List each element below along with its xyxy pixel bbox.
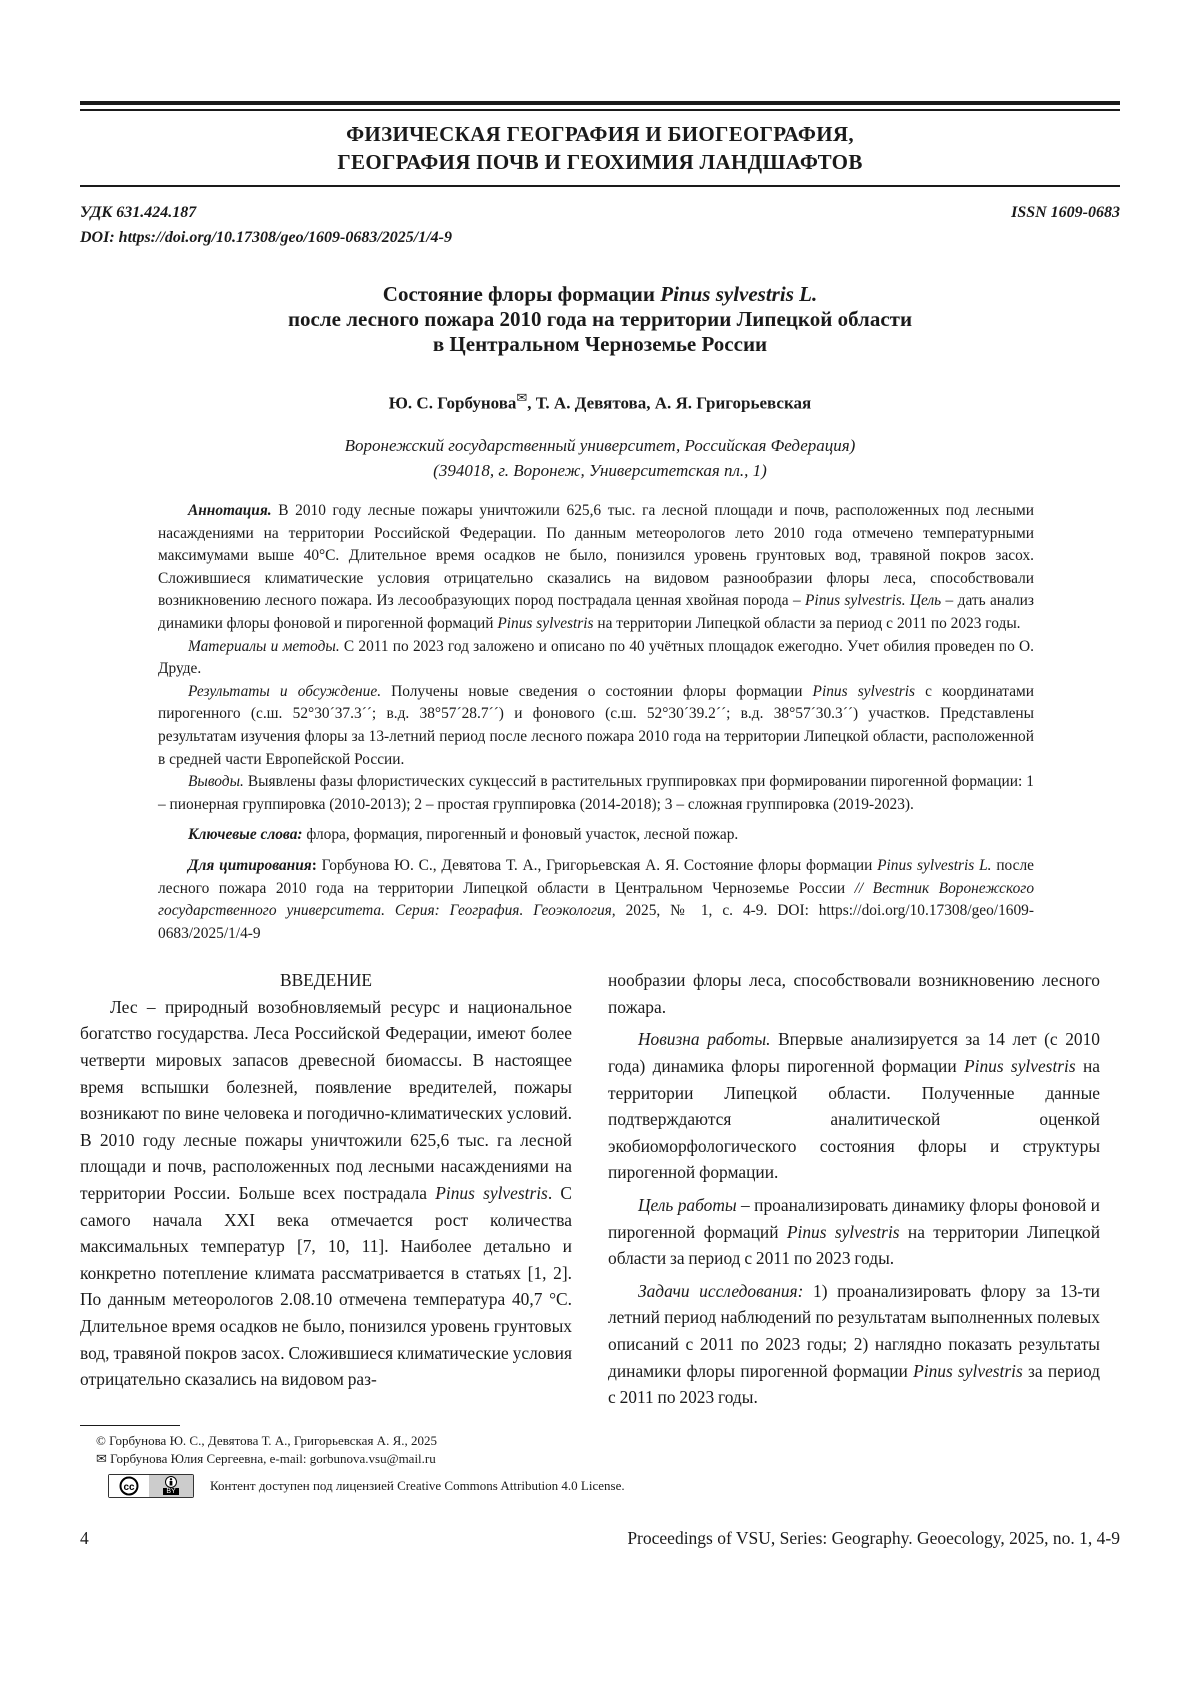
text-run: нообразии флоры леса, способствовали возникновению лесного пожара.: [608, 970, 1100, 1017]
envelope-icon: ✉: [516, 390, 527, 405]
keywords: [158, 824, 1034, 847]
section-title: [80, 120, 1120, 176]
footnotes: [80, 1425, 1120, 1498]
text-run: Pinus sylvestris: [435, 1183, 548, 1203]
journal-footer: Proceedings of VSU, Series: Geography. Geoecology, 2025, no. 1, 4-9: [627, 1528, 1120, 1549]
text-run: Pinus sylvestris: [813, 683, 915, 700]
license-row: [108, 1474, 1120, 1498]
text-run: С 2011 по 2023 год заложено и описано по 40 учётных площадок ежегодно. Учет обилия проведен по О. Друде.: [158, 638, 1034, 678]
text-run: Новизна работы.: [638, 1029, 770, 1049]
text-run: Pinus sylvestris: [497, 615, 593, 632]
content-flow: [0, 500, 1200, 1589]
text-run: Pinus sylvestris L.: [877, 857, 991, 874]
text-run: 1) проанализировать флору за 13-ти летний период наблюдений по результатам выполненных полевых описаний с 2011 по 2023 годы; 2) наглядно показать результаты динамики флоры пирогенной формации: [608, 1281, 1100, 1381]
text-run: Выявлены фазы флористических сукцессий в растительных группировках при формировании пирогенной формации: 1 – пионерная группировка (2010-2013); 2 – простая группировка (2014-2018); 3 – сложная группировка (2019-2023).: [158, 773, 1034, 813]
authors-rest: , Т. А. Девятова, А. Я. Григорьевская: [527, 394, 811, 413]
text-run: В 2010 году лесные пожары уничтожили 625,6 тыс. га лесной площади и почв, расположенных под лесными насаждениями на территории Российской Федерации. По данным метеорологов лето 2010 года отмечено температурными максимумами выше 40°С. Длительное время осадков не было, понизился уровень грунтовых вод, травяной покров засох. Сложившиеся климатические условия отрицательно сказались на видовом разнообразии флоры леса, способствовали возникновению лесного пожара. Из лесообразующих пород пострадала ценная хвойная порода –: [158, 502, 1034, 609]
text-run: Цель работы: [638, 1195, 737, 1215]
body-columns: [80, 967, 1100, 1411]
column-right: [608, 967, 1100, 1411]
text-run: // Вестник Воронежского государственного университета. Серия: География. Геоэкология,: [158, 880, 1034, 920]
license-text: Контент доступен под лицензией Creative Commons Attribution 4.0 License.: [210, 1478, 625, 1494]
top-rule-thin: [80, 109, 1120, 111]
text-run: после лесного пожара 2010 года на территории Липецкой области в Центральном Черноземье России: [158, 857, 1034, 897]
envelope-icon: ✉: [96, 1451, 110, 1466]
page-footer: [80, 1528, 1120, 1549]
text-run: Pinus sylvestris. Цель: [805, 592, 941, 609]
paragraph: [80, 994, 572, 1393]
abstract-conclusions: [158, 771, 1034, 816]
text-run: Материалы и методы.: [188, 638, 340, 655]
text-run: Горбунова Ю. С., Девятова Т. А., Григорьевская А. Я. Состояние флоры формации: [317, 857, 877, 874]
abstract-methods: [158, 636, 1034, 681]
by-label: BY: [163, 1488, 178, 1495]
abstract: [158, 500, 1034, 945]
cc-icon: [109, 1475, 149, 1497]
title-line2: после лесного пожара 2010 года на территории Липецкой области: [150, 307, 1050, 332]
doi: DOI: https://doi.org/10.17308/geo/1609-0683/2025/1/4-9: [80, 229, 452, 247]
text-run: Аннотация.: [188, 502, 272, 519]
text-run: Ключевые слова:: [188, 826, 303, 843]
text-run: на территории Липецкой области. Полученные данные подтверждаются аналитической оценкой экобиоморфологического состояния флоры и структуры пирогенной формации.: [608, 1056, 1100, 1182]
article-title: [150, 282, 1050, 357]
text-run: . С самого начала XXI века отмечается рост количества максимальных температур [7, 10, 11]. Наиболее детально и конкретно потепление климата рассматривается в статьях [1, 2]. По данным метеорологов 2.08.10 отмечена температура 40,7 °С. Длительное время осадков не было, понизился уровень грунтовых вод, травяной покров засох. Сложившиеся климатические условия отрицательно сказались на видовом раз-: [80, 1183, 572, 1389]
text-run: Pinus sylvestris: [913, 1361, 1023, 1381]
page-number: 4: [80, 1528, 89, 1549]
citation: [158, 855, 1034, 945]
text-run: Pinus sylvestris: [787, 1222, 900, 1242]
title-part: Состояние флоры формации: [383, 282, 660, 306]
text-run: флора, формация, пирогенный и фоновый участок, лесной пожар.: [303, 826, 739, 843]
paragraph-continued: [608, 967, 1100, 1020]
text-run: – проанализировать динамику флоры фоновой и пирогенной формаций: [608, 1195, 1100, 1242]
issn: ISSN 1609-0683: [1011, 204, 1120, 222]
section-title-line2: ГЕОГРАФИЯ ПОЧВ И ГЕОХИМИЯ ЛАНДШАФТОВ: [80, 148, 1120, 176]
affiliation-line2: (394018, г. Воронеж, Университетская пл., 1): [150, 458, 1050, 483]
text-run: Для цитирования: [188, 857, 312, 874]
text-run: :: [312, 857, 317, 874]
text-run: Впервые анализируется за 14 лет (с 2010 года) динамика флоры пирогенной формации: [608, 1029, 1100, 1076]
by-icon: [149, 1475, 193, 1497]
text-run: Pinus sylvestris: [964, 1056, 1076, 1076]
authors: [150, 390, 1050, 414]
title-line3: в Центральном Черноземье России: [150, 332, 1050, 357]
paragraph-goal: [608, 1192, 1100, 1272]
text-run: Задачи исследования:: [638, 1281, 803, 1301]
text-run: с координатами пирогенного (с.ш. 52°30´37.3´´; в.д. 38°57´28.7´´) и фонового (с.ш. 52°30´39.2´´; в.д. 38°57´30.3´´) участков. Представлены результатам изучения флоры за 13-летний период после лесного пожара 2010 года на территории Липецкой области, расположенной в средней части Европейской России.: [158, 683, 1034, 768]
affiliation: [150, 433, 1050, 483]
text-run: Результаты и обсуждение.: [188, 683, 381, 700]
text-run: Получены новые сведения о состоянии флоры формации: [381, 683, 813, 700]
text-run: на территории Липецкой области за период с 2011 по 2023 годы.: [608, 1222, 1100, 1269]
text-run: – дать анализ динамики флоры фоновой и пирогенной формаций: [158, 592, 1034, 632]
author-corresponding: Ю. С. Горбунова: [389, 394, 517, 413]
affiliation-line1: Воронежский государственный университет, Российская Федерация): [150, 433, 1050, 458]
udk: УДК 631.424.187: [80, 204, 196, 222]
text-run: за период с 2011 по 2023 годы.: [608, 1361, 1100, 1408]
intro-heading: ВВЕДЕНИЕ: [80, 967, 572, 994]
section-title-line1: ФИЗИЧЕСКАЯ ГЕОГРАФИЯ И БИОГЕОГРАФИЯ,: [80, 120, 1120, 148]
top-rule-thick: [80, 101, 1120, 105]
paragraph-novelty: [608, 1026, 1100, 1186]
cc-license-badge: [108, 1474, 194, 1498]
footnote-contact: [96, 1450, 1120, 1468]
text-run: Лес – природный возобновляемый ресурс и национальное богатство государства. Леса Российской Федерации, имеют более четверти мировых запасов древесной биомассы. В настоящее время вспышки болезней, появление вредителей, пожары возникают по вине человека и погодично-климатических условий. В 2010 году лесные пожары уничтожили 625,6 тыс. га лесной площади и почв, расположенных под лесными насаждениями на территории России. Больше всех пострадала: [80, 997, 572, 1203]
text-run: на территории Липецкой области за период с 2011 по 2023 годы.: [594, 615, 1021, 632]
footnote-contact-text: Горбунова Юлия Сергеевна, e-mail: gorbunova.vsu@mail.ru: [110, 1451, 436, 1466]
title-species: Pinus sylvestris L.: [660, 282, 817, 306]
abstract-results: [158, 681, 1034, 771]
paragraph-tasks: [608, 1278, 1100, 1411]
footnote-rule: [80, 1425, 180, 1426]
column-left: [80, 967, 572, 1393]
text-run: Выводы.: [188, 773, 244, 790]
section-rule: [80, 185, 1120, 187]
abstract-annotation: [158, 500, 1034, 636]
text-run: 2025, № 1, с. 4-9. DOI: https://doi.org/10.17308/geo/1609-0683/2025/1/4-9: [158, 902, 1034, 942]
svg-text:cc: cc: [123, 1482, 135, 1493]
footnote-copyright: © Горбунова Ю. С., Девятова Т. А., Григорьевская А. Я., 2025: [96, 1432, 1120, 1450]
